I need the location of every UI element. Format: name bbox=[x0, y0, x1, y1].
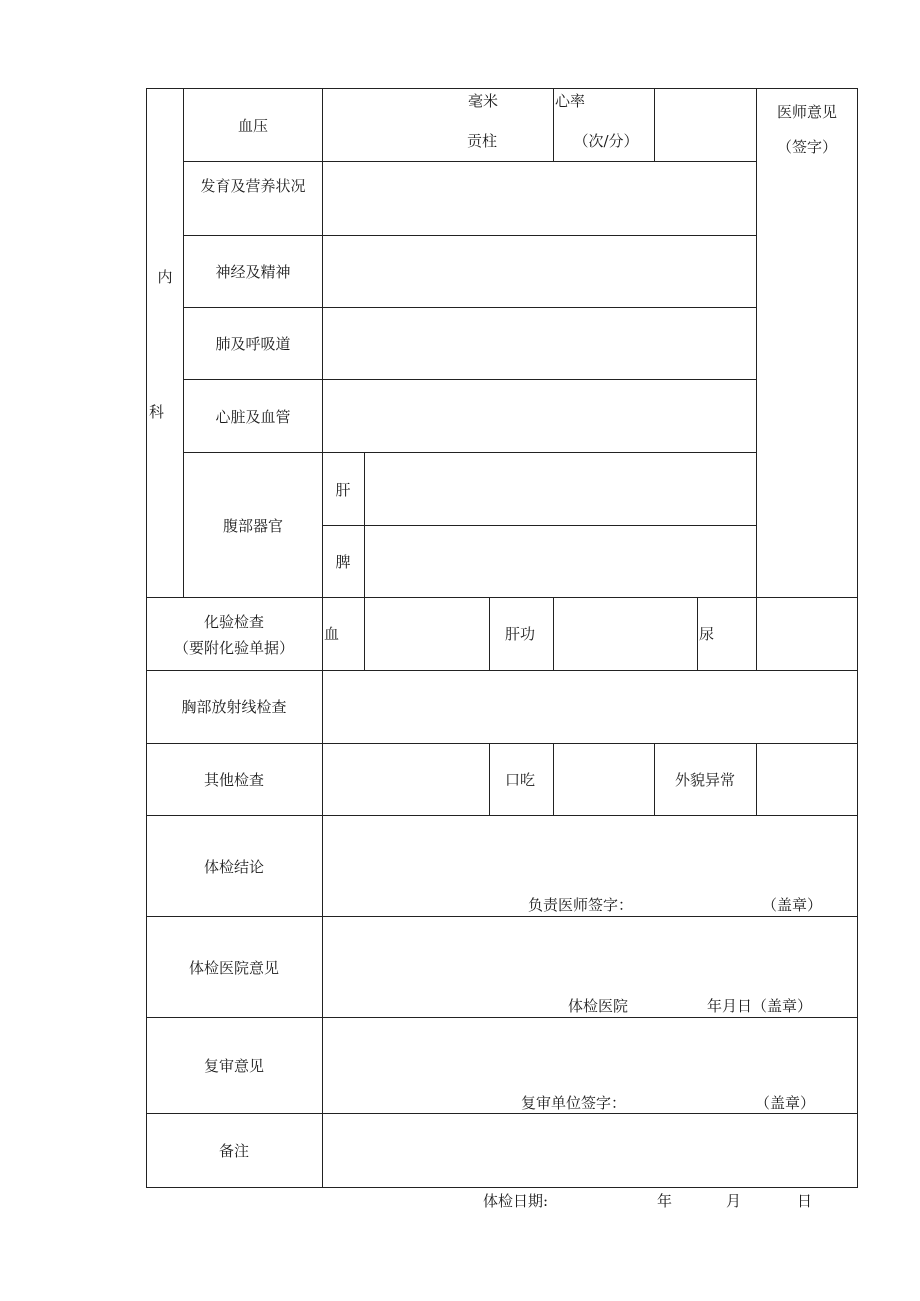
col-rule bbox=[756, 743, 757, 815]
exam-date-label: 体检日期: bbox=[483, 1192, 549, 1210]
physician-opinion-label: 医师意见 bbox=[776, 103, 838, 121]
lung-respiratory-label: 肺及呼吸道 bbox=[215, 335, 291, 353]
review-unit-sign: 复审单位签字： bbox=[521, 1094, 627, 1112]
stutter-label: 口吃 bbox=[504, 771, 536, 789]
heart-rate-label: 心率 bbox=[555, 92, 586, 110]
lab-test-label: 化验检查 bbox=[203, 613, 265, 631]
heart-vessel-label: 心脏及血管 bbox=[215, 408, 291, 426]
col-rule bbox=[756, 88, 757, 670]
col-rule bbox=[183, 88, 184, 597]
row-rule bbox=[146, 1017, 858, 1018]
remarks-label: 备注 bbox=[218, 1142, 250, 1160]
row-rule bbox=[146, 815, 858, 816]
col-rule bbox=[654, 88, 655, 161]
bp-unit-bottom: 贡柱 bbox=[466, 132, 498, 150]
col-rule bbox=[654, 743, 655, 815]
development-nutrition-label: 发育及营养状况 bbox=[200, 177, 306, 195]
row-rule bbox=[183, 307, 756, 308]
blood-pressure-label: 血压 bbox=[237, 117, 269, 135]
row-rule bbox=[183, 161, 756, 162]
table-border-left bbox=[146, 88, 147, 1187]
hospital-date-stamp: 年月日（盖章） bbox=[707, 997, 813, 1015]
row-rule bbox=[146, 743, 858, 744]
row-rule bbox=[183, 235, 756, 236]
row-rule bbox=[146, 670, 858, 671]
other-exam-label: 其他检查 bbox=[203, 771, 265, 789]
conclusion-physician-sign: 负责医师签字： bbox=[528, 896, 634, 914]
liver-function-label: 肝功 bbox=[504, 625, 536, 643]
row-rule bbox=[146, 597, 858, 598]
col-rule bbox=[489, 743, 490, 815]
exam-date-day: 日 bbox=[797, 1192, 813, 1210]
table-border-top bbox=[146, 88, 858, 89]
neike-label-bottom: 科 bbox=[149, 403, 165, 421]
hospital-name-label: 体检医院 bbox=[568, 997, 629, 1015]
bp-unit-top: 毫米 bbox=[467, 92, 499, 110]
hospital-opinion-label: 体检医院意见 bbox=[188, 959, 280, 977]
col-rule bbox=[364, 452, 365, 670]
spleen-label: 脾 bbox=[335, 553, 351, 571]
col-rule bbox=[553, 597, 554, 670]
lab-test-note: （要附化验单据） bbox=[173, 639, 295, 657]
row-rule bbox=[183, 379, 756, 380]
abdomen-organs-label: 腹部器官 bbox=[222, 517, 284, 535]
row-rule bbox=[146, 1113, 858, 1114]
review-opinion-label: 复审意见 bbox=[203, 1057, 265, 1075]
nervous-mental-label: 神经及精神 bbox=[215, 263, 291, 281]
review-stamp: （盖章） bbox=[755, 1094, 816, 1112]
physician-signature-label: （签字） bbox=[776, 138, 838, 156]
row-rule bbox=[183, 452, 756, 453]
col-rule bbox=[553, 743, 554, 815]
exam-date-month: 月 bbox=[726, 1192, 742, 1210]
appearance-abnormal-label: 外貌异常 bbox=[674, 771, 736, 789]
col-rule bbox=[553, 88, 554, 161]
row-rule bbox=[146, 916, 858, 917]
conclusion-stamp: （盖章） bbox=[762, 896, 823, 914]
col-rule bbox=[489, 597, 490, 670]
blood-test-label: 血 bbox=[324, 625, 340, 643]
exam-date-year: 年 bbox=[657, 1192, 673, 1210]
table-border-bottom bbox=[146, 1187, 858, 1188]
exam-conclusion-label: 体检结论 bbox=[203, 858, 265, 876]
urine-test-label: 尿 bbox=[699, 625, 715, 643]
row-rule bbox=[322, 525, 756, 526]
col-rule bbox=[322, 88, 323, 1187]
chest-xray-label: 胸部放射线检查 bbox=[181, 698, 287, 716]
heart-rate-unit: （次/分） bbox=[573, 132, 639, 150]
table-border-right bbox=[857, 88, 858, 1187]
liver-label: 肝 bbox=[335, 481, 351, 499]
col-rule bbox=[697, 597, 698, 670]
neike-label-top: 内 bbox=[157, 268, 173, 286]
